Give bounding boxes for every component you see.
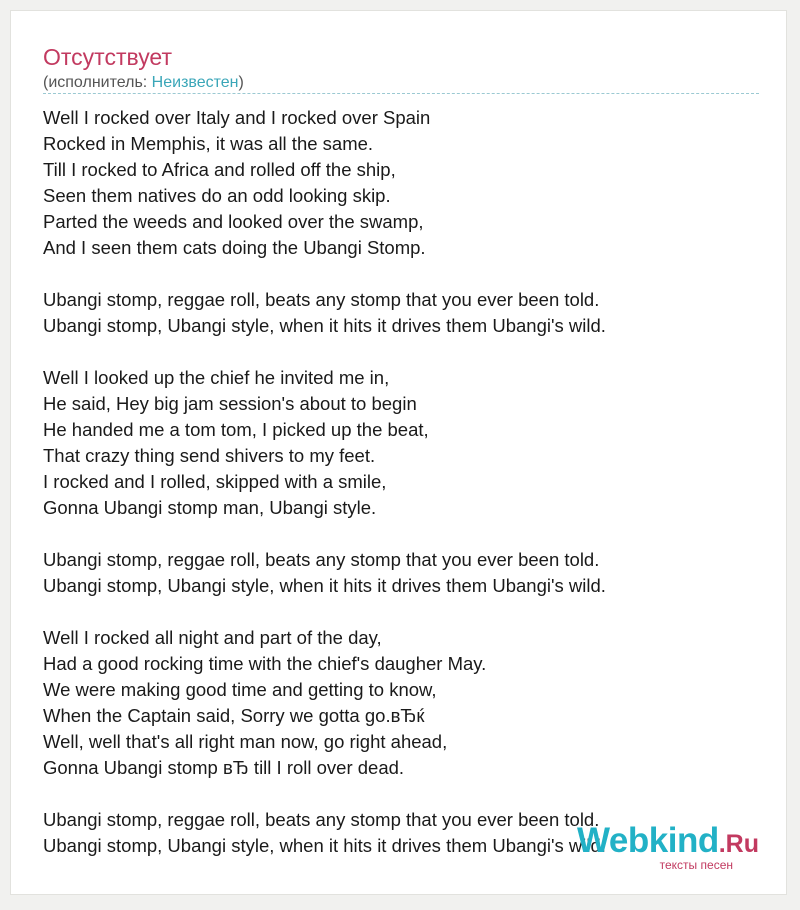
artist-prefix: (исполнитель: [43, 74, 152, 91]
logo-brand: Webkind [577, 821, 719, 860]
lyric-line: And I seen them cats doing the Ubangi Stomp. [43, 237, 426, 258]
lyric-line: Gonna Ubangi stomp вЂ till I roll over dead. [43, 757, 405, 778]
lyric-line: Ubangi stomp, reggae roll, beats any stomp that you ever been told. [43, 549, 600, 570]
lyric-line: Well I rocked all night and part of the day, [43, 627, 382, 648]
lyrics-stanza [43, 105, 763, 261]
lyric-line: Well I looked up the chief he invited me in, [43, 367, 390, 388]
artist-link[interactable]: Неизвестен [151, 74, 239, 91]
logo-tagline: тексты песен [659, 858, 733, 872]
lyric-line: Well I rocked over Italy and I rocked over Spain [43, 107, 431, 128]
lyric-line: Ubangi stomp, reggae roll, beats any stomp that you ever been told. [43, 809, 600, 830]
lyric-line: He handed me a tom tom, I picked up the beat, [43, 419, 429, 440]
title-divider [43, 93, 759, 94]
artist-suffix: ) [238, 74, 244, 91]
lyrics-stanza [43, 365, 763, 521]
lyric-line: Ubangi stomp, reggae roll, beats any stomp that you ever been told. [43, 289, 600, 310]
lyric-line: That crazy thing send shivers to my feet. [43, 445, 376, 466]
lyric-line: Well, well that's all right man now, go right ahead, [43, 731, 448, 752]
lyric-line: I rocked and I rolled, skipped with a smile, [43, 471, 387, 492]
lyric-line: Ubangi stomp, Ubangi style, when it hits it drives them Ubangi's wild. [43, 315, 606, 336]
lyric-line: We were making good time and getting to know, [43, 679, 437, 700]
lyric-line: He said, Hey big jam session's about to begin [43, 393, 417, 414]
song-title: Отсутствует [43, 44, 172, 70]
lyrics-stanza [43, 547, 763, 599]
lyric-line: Parted the weeds and looked over the swamp, [43, 211, 424, 232]
lyric-line: Seen them natives do an odd looking skip. [43, 185, 391, 206]
lyric-line: Till I rocked to Africa and rolled off the ship, [43, 159, 396, 180]
lyric-line: Gonna Ubangi stomp man, Ubangi style. [43, 497, 377, 518]
lyric-line: Had a good rocking time with the chief's daugher May. [43, 653, 487, 674]
site-logo[interactable] [577, 823, 759, 871]
lyric-line: Ubangi stomp, Ubangi style, when it hits it drives them Ubangi's wild. [43, 575, 606, 596]
lyric-line: When the Captain said, Sorry we gotta go.вЂќ [43, 705, 425, 726]
lyrics-card [10, 10, 787, 895]
logo-tld: .Ru [718, 830, 759, 858]
lyrics-stanza [43, 287, 763, 339]
lyric-line: Ubangi stomp, Ubangi style, when it hits it drives them Ubangi's wild. [43, 835, 606, 856]
lyrics-stanza [43, 625, 763, 781]
artist-line [43, 73, 244, 93]
lyric-line: Rocked in Memphis, it was all the same. [43, 133, 374, 154]
lyrics-text [43, 105, 763, 885]
logo-wordmark [577, 823, 759, 862]
